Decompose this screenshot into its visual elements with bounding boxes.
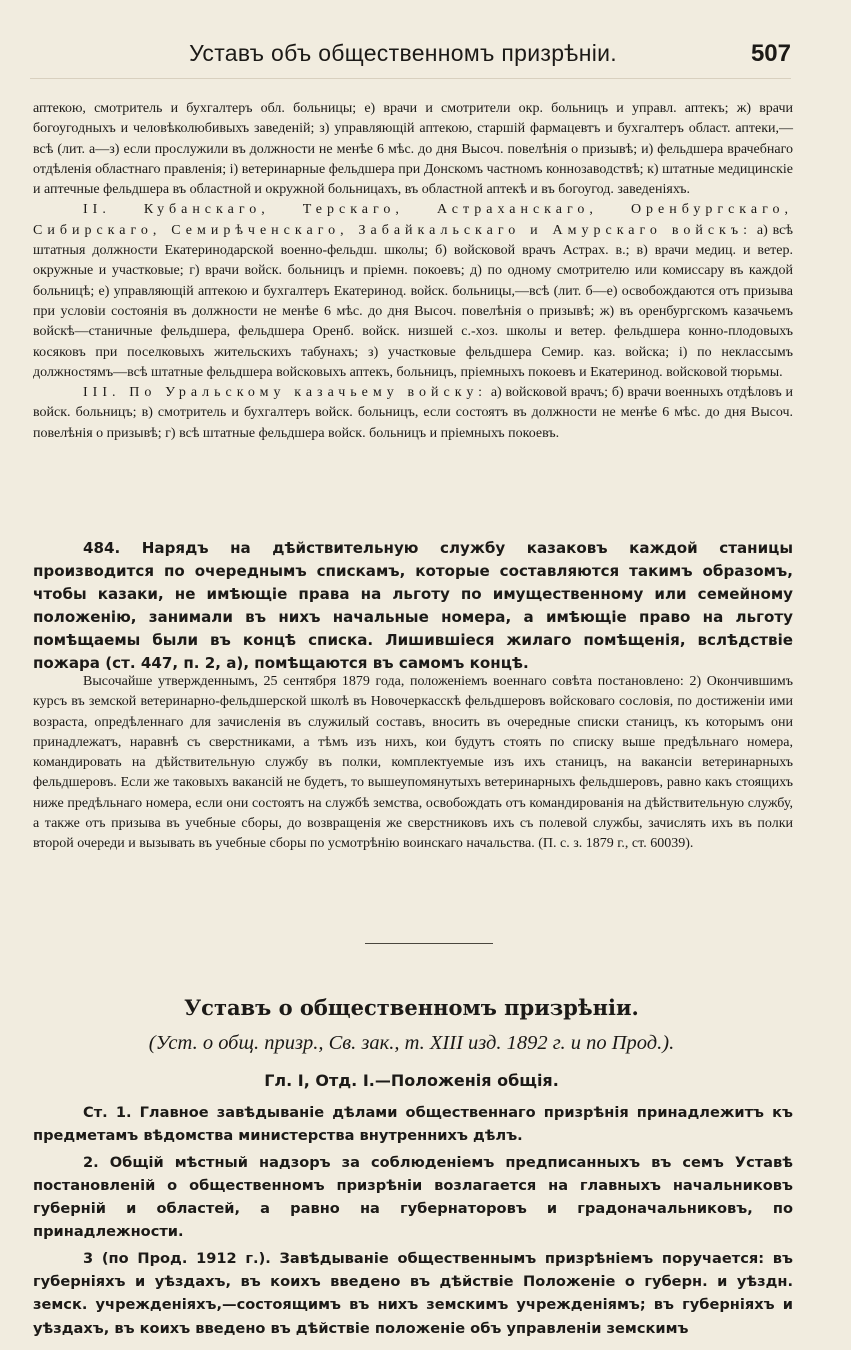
article-2: 2. Общій мѣстный надзоръ за соблюденіемъ предписанныхъ въ семъ Уставѣ постановленій о общественномъ призрѣніи возлагается на главныхъ начальниковъ губерній и областей, а равно на губернаторовъ и градоначальниковъ, по принадлежности.: [33, 1153, 793, 1241]
article-484: 484. Нарядъ на дѣйствительную службу казаковъ каждой станицы производится по очереднымъ спискамъ, которые составляются такимъ образомъ, чтобы казаки, не имѣющіе права на льготу по имущественному или семейному положенію, занимали въ нихъ начальные номера, а имѣющіе право на льготу помѣщаемы были въ концѣ списка. Лишившіеся жилаго помѣщенія, вслѣдствіе пожара (ст. 447, п. 2, а), помѣщаются въ самомъ концѣ.: [33, 539, 793, 672]
paragraph-ii-heading: II. Кубанскаго, Терскаго, Астраханскаго, Оренбургскаго, Сибирскаго, Семирѣченскаго, Забайкальскаго и Амурскаго войскъ:: [33, 202, 793, 238]
section-title: Уставъ о общественномъ призрѣніи.: [184, 995, 639, 1020]
paragraph-ii: [33, 200, 793, 383]
running-title: Уставъ объ общественномъ призрѣніи.: [189, 40, 617, 66]
paragraph-i-continuation: аптекою, смотритель и бухгалтеръ обл. больницы; е) врачи и смотрители окр. больницъ и управл. аптекъ; ж) врачи богоугодныхъ и человѣколюбивыхъ заведеній; з) управляющій аптекою, старшій фармацевтъ и бухгалтеръ област. аптеки,—всѣ (лит. а—з) если прослужили въ должности не менѣе 6 мѣс. до дня Высоч. повелѣнія о призывѣ; и) фельдшера врачебнаго отдѣленія областнаго правленія; і) ветеринарные фельдшера при Донскомъ частномъ коннозаводствѣ; к) штатные медицинскіе и аптечные фельдшера въ областной и окружной больницахъ, въ областной аптекѣ и въ богоугод. заведеніяхъ.: [33, 101, 793, 198]
lists-continuation: [33, 99, 793, 444]
article-3: 3 (по Прод. 1912 г.). Завѣдываніе общественнымъ призрѣніемъ поручается: въ губерніяхъ и уѣздахъ, въ коихъ введено въ дѣйствіе Положеніе о губерн. и уѣздн. земск. учрежденіяхъ,—состоящимъ въ нихъ земскимъ учрежденіямъ; въ губерніяхъ и уѣздахъ, въ коихъ введено въ дѣйствіе положеніе объ управленіи земскимъ: [33, 1249, 793, 1337]
page-number: 507: [750, 40, 791, 67]
paragraph-iii-heading: III. По Уральскому казачьему войску:: [83, 385, 488, 401]
article-1: Ст. 1. Главное завѣдываніе дѣлами общественнаго призрѣнія принадлежитъ къ предметамъ вѣдомства министерства внутреннихъ дѣлъ.: [33, 1104, 793, 1145]
articles-block: [33, 1101, 793, 1343]
paragraph-ii-body: а) всѣ штатныя должности Екатеринодарской военно-фельдш. школы; б) войсковой врачъ Астрах. в.; в) врачи медиц. и ветер. окружные и участковые; г) врачи войск. больницъ и пріемн. покоевъ; д) по одному смотрителю или комиссару въ каждой больницѣ; е) управляющій аптекою и бухгалтеръ Екатеринод. войск. больницы,—всѣ (лит. б—е) освобождаются отъ призыва при условіи состоянія въ должности не менѣе 6 мѣс. до дня Высоч. повелѣнія о призывѣ; ж) въ оренбургскомъ казачьемъ войскѣ—станичные фельдшера, фельдшера Оренб. войск. низшей с.-хоз. школы и ветер. фельдшера конно-плодовыхъ косяковъ при поселковыхъ жительскихъ табунахъ; з) участковые фельдшера Семир. каз. войска; і) по неклассымъ должностямъ—всѣ штатные фельдшера войсковыхъ аптекъ, больницъ, пріемныхъ покоевъ и Екатеринод. войсковой тюрьмы.: [33, 222, 793, 380]
paragraph-iii-body: а) войсковой врачъ; б) врачи военныхъ отдѣловъ и войск. больницъ; в) смотритель и бухгалтеръ войск. больницъ, если состоятъ въ должности не менѣе 6 мѣс. до дня Высоч. повелѣнія о призывѣ; г) всѣ штатные фельдшера войск. больницъ и пріемныхъ покоевъ.: [33, 385, 793, 441]
section-divider: [365, 943, 493, 944]
article-484-note: Высочайше утвержденнымъ, 25 сентября 1879 года, положеніемъ военнаго совѣта постановлено: 2) Окончившимъ курсъ въ земской ветеринарно-фельдшерской школѣ въ Новочеркасскѣ фельдшеровъ войсковаго сословія, по достиженіи ими возраста, опредѣленнаго для зачисленія въ служилый составъ, вносить въ очередные списки станицъ, къ которымъ они принадлежатъ, наравнѣ съ сверстниками, а тѣмъ изъ нихъ, кои будутъ стоять по списку выше предѣльнаго номера, командировать на дѣйствительную службу въ полки, комплектуемые изъ ихъ станицъ, на вакансіи ветеринарныхъ фельдшеровъ. Если же таковыхъ вакансій не будетъ, то вышеупомянутыхъ ветеринарныхъ фельдшеровъ, равно какъ стоящихъ ниже предѣльнаго номера, если они состоятъ на службѣ земства, освобождать отъ командированія на дѣйствительную службу, а также отъ призыва въ учебные сборы, до возвращенія же сверстниковъ ихъ съ полевой службы, зачислять ихъ въ полки второй очереди и вызывать въ учебные сборы по усмотрѣнію воинскаго начальства. (П. с. з. 1879 г., ст. 60039).: [33, 674, 793, 852]
chapter-heading: Гл. I, Отд. I.—Положенія общія.: [264, 1071, 559, 1090]
page-header: [30, 40, 791, 79]
section-source: (Уст. о общ. призр., Св. зак., т. XIII изд. 1892 г. и по Прод.).: [148, 1032, 675, 1054]
paragraph-iii: [33, 383, 793, 444]
